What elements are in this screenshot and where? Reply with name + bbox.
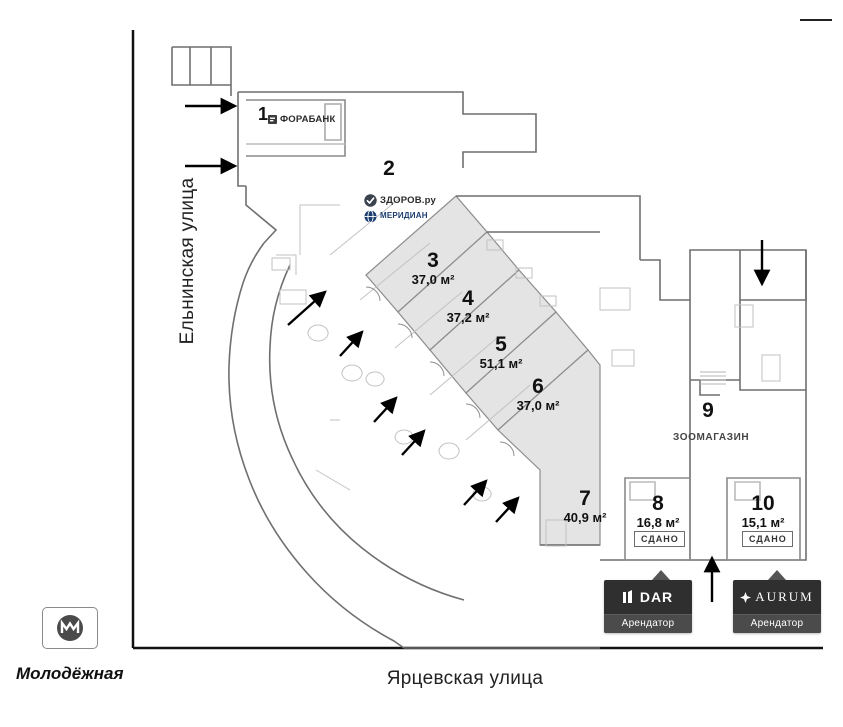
aurum-mark-icon — [740, 592, 751, 603]
meridian-label: МЕРИДИАН — [380, 211, 428, 221]
metro-badge — [42, 607, 98, 649]
unit-5-area: 51,1 м² — [479, 356, 523, 372]
metro-m-icon — [55, 613, 85, 643]
dar-logo-text: DAR — [639, 589, 674, 605]
unit-2-number: 2 — [383, 157, 395, 180]
unit-10-number: 10 — [751, 492, 775, 515]
zdorov-label: ЗДОРОВ.ру — [380, 195, 436, 206]
forabank-label: ФОРАБАНК — [280, 114, 336, 125]
unit-7-number: 7 — [579, 487, 591, 510]
unit-5-number: 5 — [495, 333, 507, 356]
forabank-icon — [268, 115, 277, 124]
unit-3-number: 3 — [427, 249, 439, 272]
sold-badge-unit-8: СДАНО — [634, 531, 685, 547]
unit-10-area: 15,1 м² — [741, 515, 785, 531]
unit-7-area: 40,9 м² — [563, 510, 607, 526]
dar-caption: Арендатор — [604, 614, 692, 633]
unit-8-number: 8 — [652, 492, 664, 515]
stairs — [700, 372, 726, 384]
zdorov-check-icon — [364, 194, 377, 207]
unit-9-number: 9 — [702, 399, 714, 422]
street-label-horizontal: Ярцевская улица — [386, 668, 544, 689]
aurum-logo-text: AURUM — [755, 589, 814, 604]
tenant-pointer-aurum — [768, 570, 786, 580]
metro-station-name: Молодёжная — [16, 664, 124, 683]
brand-forabank — [268, 114, 335, 125]
zoo-store-label: ЗООМАГАЗИН — [673, 432, 750, 443]
meridian-globe-icon — [364, 210, 377, 223]
aurum-caption: Арендатор — [733, 614, 821, 633]
unit-6-number: 6 — [532, 375, 544, 398]
brand-zdorov-meridian — [364, 194, 436, 223]
dar-mark-icon — [623, 590, 636, 605]
unit-4-number: 4 — [462, 287, 474, 310]
unit-4-area: 37,2 м² — [446, 310, 490, 326]
tenant-pointer-dar — [652, 570, 670, 580]
aurum-logo-icon — [733, 580, 821, 614]
unit-3-area: 37,0 м² — [411, 272, 455, 288]
tenant-card-aurum[interactable] — [733, 580, 821, 633]
sold-badge-unit-10: СДАНО — [742, 531, 793, 547]
unit-8-area: 16,8 м² — [636, 515, 680, 531]
unit-6-area: 37,0 м² — [516, 398, 560, 414]
tenant-card-dar[interactable] — [604, 580, 692, 633]
available-units-fill — [366, 196, 600, 545]
street-label-vertical: Ельнинская улица — [177, 177, 198, 345]
unit-1-number: 1 — [257, 104, 268, 124]
dar-logo-icon — [604, 580, 692, 614]
